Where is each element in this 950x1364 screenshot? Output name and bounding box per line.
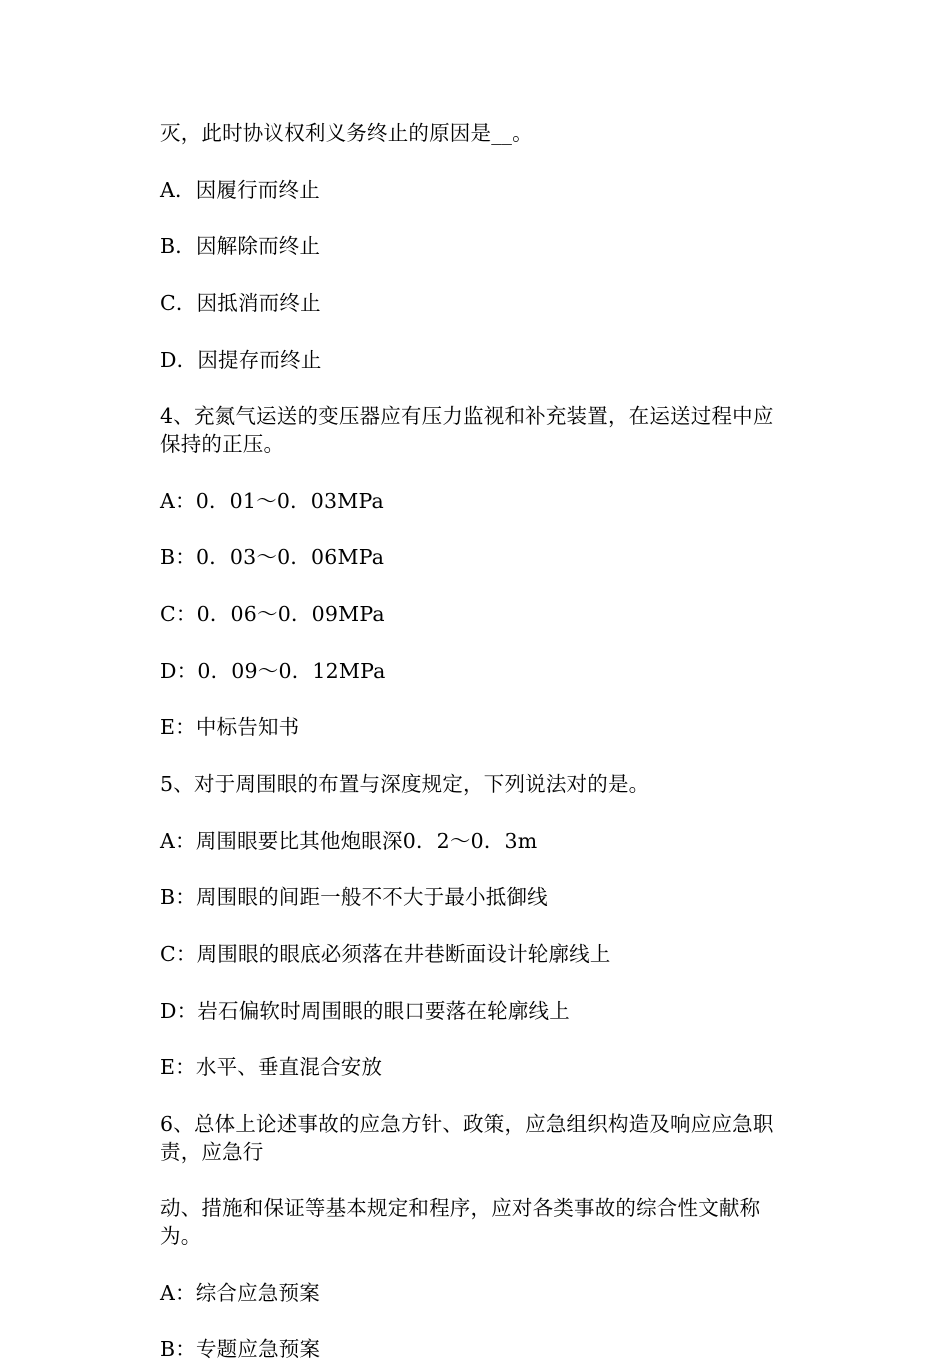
question-line-6: 6、总体上论述事故的应急方针、政策，应急组织构造及响应应急职责，应急行	[160, 1112, 774, 1164]
document-body	[160, 120, 790, 1364]
question-line-5: 5、对于周围眼的布置与深度规定，下列说法对的是。	[160, 772, 650, 797]
text-line: 灭，此时协议权利义务终止的原因是__。	[160, 121, 533, 145]
option-line-b: B．因解除而终止	[160, 234, 321, 259]
option-line-b: B：专题应急预案	[160, 1337, 321, 1362]
option-line-e: E：中标告知书	[160, 715, 300, 740]
option-line-c: C：0．06～0．09MPa	[160, 602, 385, 627]
option-line-c: C．因抵消而终止	[160, 291, 321, 316]
option-line-a: A：0．01～0．03MPa	[160, 488, 384, 513]
option-line-a: A：综合应急预案	[160, 1280, 320, 1305]
question-line-6-continued: 动、措施和保证等基本规定和程序，应对各类事故的综合性文献称为。	[160, 1196, 761, 1249]
option-line-a: A：周围眼要比其他炮眼深0．2～0．3m	[160, 828, 538, 853]
option-line-b: B：0．03～0．06MPa	[160, 545, 385, 570]
option-line-d: D．因提存而终止	[160, 347, 322, 372]
question-line-4: 4、充氮气运送的变压器应有压力监视和补充装置，在运送过程中应保持的正压。	[160, 404, 774, 457]
option-line-c: C：周围眼的眼底必须落在井巷断面设计轮廓线上	[160, 942, 611, 967]
option-line-e: E：水平、垂直混合安放	[160, 1055, 383, 1080]
option-line-d: D：岩石偏软时周围眼的眼口要落在轮廓线上	[160, 998, 570, 1023]
option-line-a: A．因履行而终止	[160, 177, 320, 202]
option-line-b: B：周围眼的间距一般不不大于最小抵御线	[160, 885, 548, 910]
option-line-d: D：0．09～0．12MPa	[160, 658, 386, 683]
